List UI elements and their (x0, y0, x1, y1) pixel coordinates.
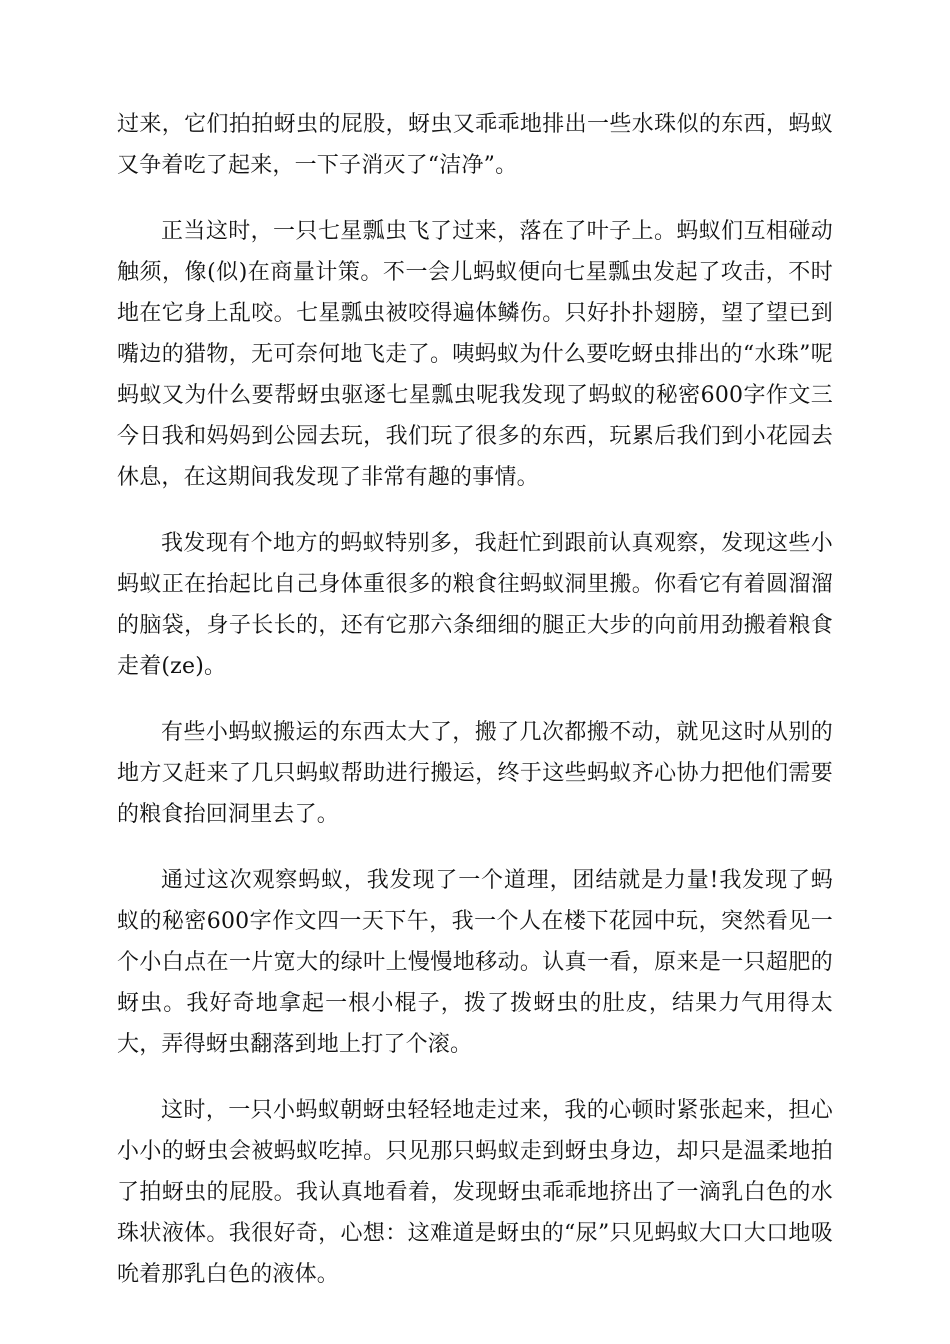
paragraph: 过来，它们拍拍蚜虫的屁股，蚜虫又乖乖地排出一些水珠似的东西，蚂蚁又争着吃了起来，一下子消灭了“洁净”。 (117, 112, 833, 178)
paragraph: 正当这时，一只七星瓢虫飞了过来，落在了叶子上。蚂蚁们互相碰动触须，像(似)在商量计策。不一会儿蚂蚁便向七星瓢虫发起了攻击，不时地在它身上乱咬。七星瓢虫被咬得遍体鳞伤。只好扑扑翅膀，望了望已到嘴边的猎物，无可奈何地飞走了。咦蚂蚁为什么要吃蚜虫排出的“水珠”呢蚂蚁又为什么要帮蚜虫驱逐七星瓢虫呢我发现了蚂蚁的秘密600字作文三今日我和妈妈到公园去玩，我们玩了很多的东西，玩累后我们到小花园去休息，在这期间我发现了非常有趣的事情。 (117, 219, 833, 490)
paragraph: 这时，一只小蚂蚁朝蚜虫轻轻地走过来，我的心顿时紧张起来，担心小小的蚜虫会被蚂蚁吃掉。只见那只蚂蚁走到蚜虫身边，却只是温柔地拍了拍蚜虫的屁股。我认真地看着，发现蚜虫乖乖地挤出了一滴乳白色的水珠状液体。我很好奇，心想：这难道是蚜虫的“尿”只见蚂蚁大口大口地吸吮着那乳白色的液体。 (117, 1098, 833, 1287)
paragraph: 我发现有个地方的蚂蚁特别多，我赶忙到跟前认真观察，发现这些小蚂蚁正在抬起比自己身体重很多的粮食往蚂蚁洞里搬。你看它有着圆溜溜的脑袋，身子长长的，还有它那六条细细的腿正大步的向前用劲搬着粮食走着(ze)。 (117, 531, 833, 679)
paragraph: 有些小蚂蚁搬运的东西太大了，搬了几次都搬不动，就见这时从别的地方又赶来了几只蚂蚁帮助进行搬运，终于这些蚂蚁齐心协力把他们需要的粮食抬回洞里去了。 (117, 720, 833, 827)
paragraph: 通过这次观察蚂蚁，我发现了一个道理，团结就是力量!我发现了蚂蚁的秘密600字作文四一天下午，我一个人在楼下花园中玩，突然看见一个小白点在一片宽大的绿叶上慢慢地移动。认真一看，原来是一只超肥的蚜虫。我好奇地拿起一根小棍子，拨了拨蚜虫的肚皮，结果力气用得太大，弄得蚜虫翻落到地上打了个滚。 (117, 868, 833, 1057)
document-body (117, 104, 833, 1320)
